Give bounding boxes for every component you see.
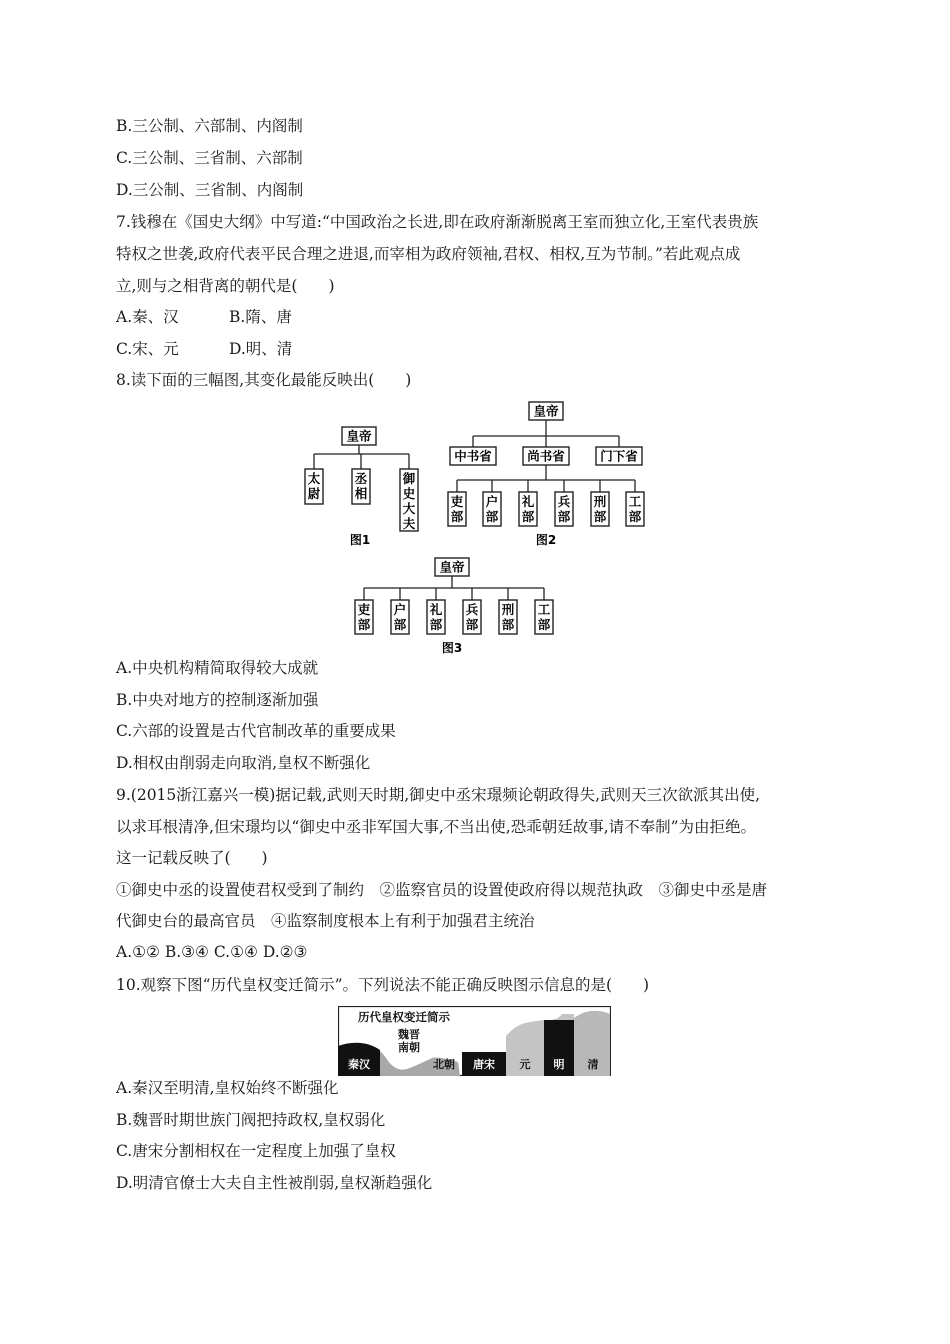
q8-option-a: A.中央机构精简取得较大成就: [116, 659, 319, 677]
fig2-mid-box-2: 尚书省: [527, 448, 565, 464]
fig2-org-chart: [448, 402, 644, 547]
q10-label-qinhan: 秦汉: [348, 1058, 370, 1071]
fig2-mid-box-1: 中书省: [454, 448, 492, 464]
q9-stem-line-2: 以求耳根清净,但宋璟均以“御史中丞非军国大事,不当出使,恐乖朝廷故事,请不奉制”为由拒绝。: [116, 818, 757, 836]
fig2-box-3: 礼部: [521, 494, 535, 524]
fig3-box-5: 刑部: [501, 602, 515, 632]
fig1-box-1: 太尉: [307, 471, 321, 501]
q6-option-d: D.三公制、三省制、内阁制: [116, 181, 304, 199]
q10-stem: 10.观察下图“历代皇权变迁简示”。下列说法不能正确反映图示信息的是( ): [116, 976, 650, 994]
q6-option-c: C.三公制、三省制、六部制: [116, 149, 303, 167]
q7-option-d: D.明、清: [229, 340, 293, 358]
fig1-box-2: 丞相: [354, 471, 368, 501]
fig2-box-2: 户部: [485, 494, 499, 524]
q9-items-line-1: ①御史中丞的设置使君权受到了制约 ②监察官员的设置使政府得以规范执政 ③御史中丞是唐: [116, 881, 768, 899]
q7-stem-line-2: 特权之世袭,政府代表平民合理之进退,而宰相为政府领袖,君权、相权,互为节制。”若此观点成: [116, 245, 741, 263]
fig3-box-1: 吏部: [357, 602, 371, 632]
fig3-box-6: 工部: [537, 602, 551, 632]
fig3-top-box: 皇帝: [439, 559, 465, 575]
fig3-caption: 图3: [441, 641, 463, 655]
q6-option-b: B.三公制、六部制、内阁制: [116, 117, 303, 135]
q9-stem-line-3: 这一记载反映了( ): [116, 849, 268, 867]
fig3-org-chart: [355, 558, 553, 655]
q10-option-b: B.魏晋时期世族门阀把持政权,皇权弱化: [116, 1111, 386, 1129]
q10-label-nanchao: 南朝: [398, 1041, 420, 1054]
fig2-top-box: 皇帝: [533, 403, 559, 419]
q8-option-d: D.相权由削弱走向取消,皇权不断强化: [116, 754, 371, 772]
q7-stem-line-1: 7.钱穆在《国史大纲》中写道:“中国政治之长进,即在政府渐渐脱离王室而独立化,王室代表贵族: [116, 213, 759, 231]
fig2-box-1: 吏部: [450, 494, 464, 524]
q7-option-b: B.隋、唐: [229, 308, 292, 326]
fig3-box-4: 兵部: [465, 602, 479, 632]
q8-figure: [290, 396, 670, 660]
q9-stem-line-1: 9.(2015浙江嘉兴一模)据记载,武则天时期,御史中丞宋璟频论朝政得失,武则天三次欲派其出使,: [116, 786, 761, 804]
fig2-caption: 图2: [535, 533, 557, 547]
fig2-box-6: 工部: [628, 494, 642, 524]
q10-label-weijin: 魏晋: [398, 1028, 420, 1041]
q10-label-qing: 清: [587, 1058, 599, 1071]
fig3-box-2: 户部: [393, 602, 407, 632]
fig1-box-3: 御史大夫: [402, 471, 416, 531]
q7-options-cd: [116, 339, 292, 359]
fig2-box-4: 兵部: [557, 494, 571, 524]
q10-label-yuan: 元: [519, 1058, 531, 1071]
q8-stem: 8.读下面的三幅图,其变化最能反映出( ): [116, 371, 412, 389]
fig1-top-box: 皇帝: [346, 428, 372, 444]
q7-stem-line-3: 立,则与之相背离的朝代是( ): [116, 277, 335, 295]
q10-label-beichao: 北朝: [433, 1058, 455, 1071]
fig1-org-chart: [305, 427, 418, 547]
q8-option-c: C.六部的设置是古代官制改革的重要成果: [116, 722, 396, 740]
q8-option-b: B.中央对地方的控制逐渐加强: [116, 691, 319, 709]
fig2-mid-box-3: 门下省: [600, 448, 638, 464]
q10-option-c: C.唐宋分割相权在一定程度上加强了皇权: [116, 1142, 396, 1160]
q10-label-ming: 明: [553, 1058, 565, 1071]
q9-options: A.①② B.③④ C.①④ D.②③: [116, 943, 308, 961]
q7-option-c: C.宋、元: [116, 340, 179, 358]
q10-figure-title: 历代皇权变迁简示: [358, 1010, 450, 1024]
q10-option-a: A.秦汉至明清,皇权始终不断强化: [116, 1079, 339, 1097]
fig2-box-5: 刑部: [593, 494, 607, 524]
q10-option-d: D.明清官僚士大夫自主性被削弱,皇权渐趋强化: [116, 1174, 433, 1192]
q9-items-line-2: 代御史台的最高官员 ④监察制度根本上有利于加强君主统治: [116, 912, 535, 930]
q10-figure: [338, 1006, 611, 1076]
fig3-box-3: 礼部: [429, 602, 443, 632]
fig1-caption: 图1: [349, 533, 371, 547]
q10-label-tangsong: 唐宋: [473, 1058, 495, 1071]
q7-options-ab: [116, 307, 292, 327]
q7-option-a: A.秦、汉: [116, 308, 179, 326]
